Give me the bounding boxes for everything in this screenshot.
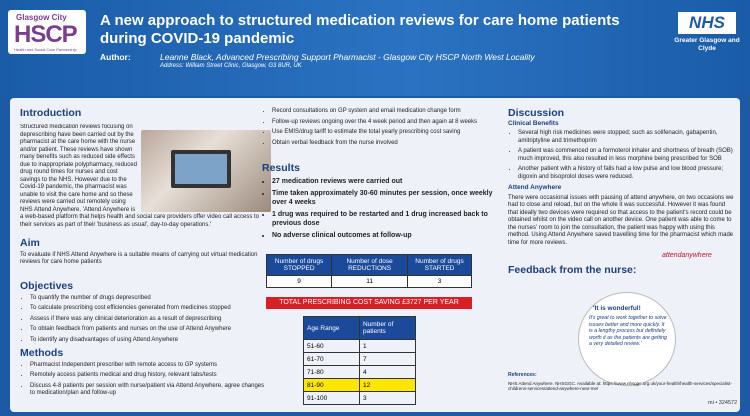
table-cell: 1 [360,340,416,353]
discussion-section [508,107,734,247]
objectives-heading: Objectives [20,280,74,292]
objective-item: • To obtain feedback from patients and nurses on the use of Attend Anywhere [30,326,270,334]
table-header-cell: Age Range [304,317,360,340]
table-header-cell: Number of patients [360,317,416,340]
methods-section [20,347,270,401]
author-address: Address: William Street Clinic, Glasgow, G3 8UR, UK [160,63,302,69]
video-screen-icon [175,154,227,184]
benefit-item: • Another patient with a history of falls had a low pulse and low blood pressure; digoxin and bisoprolol doses were reduced. [518,166,734,181]
attend-anywhere-logo: attendanywhere [662,252,712,259]
feedback-heading: Feedback from the nurse: [508,264,637,276]
poster-title: A new approach to structured medication reviews for care home patients during COVID-19 pandemic [100,12,620,47]
introduction-section [20,107,138,119]
aim-section [20,237,270,267]
method-item: • Record consultations on GP system and email medication change form [272,108,494,116]
objectives-list [20,295,270,345]
aim-heading: Aim [20,237,40,249]
result-item: • No adverse clinical outcomes at follow-up [272,231,494,240]
result-item: • 1 drug was required to be restarted and 1 drug increased back to previous dose [272,210,494,228]
results-section [262,164,494,243]
discussion-heading: Discussion [508,107,565,119]
feedback-section [508,264,668,276]
nhs-board-name: Greater Glasgow and Clyde [674,37,740,52]
table-header-cell: Number of drugs STOPPED [267,255,332,276]
hscp-logo [8,10,86,54]
author-label: Author: [100,52,131,62]
table-cell: 51-60 [304,340,360,353]
cost-saving-banner: TOTAL PRESCRIBING COST SAVING £3727 PER YEAR [266,297,472,309]
table-cell: 71-80 [304,366,360,379]
nurse-quote-bubble [578,292,676,386]
result-item: • 27 medication reviews were carried out [272,177,494,186]
method-item: • Obtain verbal feedback from the nurse involved [272,140,494,148]
reference-item: NHS Attend Anywhere. NHSGGC. Available at: https://www.nhsggc.org.uk/your-health/health-services/specialist-childrens-services/attend-anywhere-near-me/ [508,380,732,391]
author-name: Leanne Black, Advanced Prescribing Support Pharmacist - Glasgow City HSCP North West Locality [160,52,535,62]
quote-title: 'It is wonderful! [593,305,641,312]
method-item: • Remotely access patients medical and drug history, relevant labs/tests [30,372,270,380]
table-cell: 3 [360,392,416,405]
clinical-benefits-heading: Clinical Benefits [508,119,559,127]
method-item: • Follow-up reviews ongoing over the 4 week period and then again at 8 weeks [272,119,494,127]
nhs-logo [678,12,736,34]
introduction-heading: Introduction [20,107,82,119]
clinical-benefits-list [508,130,734,181]
benefit-item: • Several high risk medicines were stopped; such as solifenacin, gabapentin, amitriptyline and trimethoprim [518,130,734,145]
results-heading: Results [262,162,300,174]
table-header-cell: Number of dose REDUCTIONS [332,255,408,276]
aim-body: To evaluate if NHS Attend Anywhere is a suitable means of carrying out virtual medication reviews for care home patients [20,251,258,265]
method-item: • Use EMIS/drug tariff to estimate the total yearly prescribing cost saving [272,129,494,137]
objective-item: • To identify any disadvantages of using Attend Anywhere [30,337,270,345]
video-call-photo [141,130,271,212]
benefit-item: • A patient was commenced on a formoterol inhaler and shortness of breath (SOB) much improved, this also resulted in less morphine being prescribed for SOB [518,148,734,163]
methods-list [20,362,270,398]
logo-main-text: HSCP [14,21,77,48]
objective-item: • To calculate prescribing cost efficiencies generated from medicines stopped [30,305,270,313]
objectives-section [20,280,270,347]
references-heading: References: [508,372,537,378]
result-item: • Time taken approximately 30-60 minutes per session, once weekly over 4 weeks [272,189,494,207]
methods-continued [262,108,494,150]
quote-body: It's great to work together to solve issues better and more quickly. It is a lengthy process but definitely worth it as the patients are getting a very detailed review.' [589,315,667,347]
table-cell: 11 [332,276,408,288]
introduction-body: Structured medication reviews focusing on deprescribing have been carried out by the pharmacist at the care home with the nurse and/or patient. These reviews have shown many benefits such as reduced side effects due to inappropriate polypharmacy, reduced drug round times for nurses and cost savings to the NHS. However due to the Covid-19 pandemic, the pharmacist was unable to visit the care home and so these reviews were carried out remotely using NHS Attend Anywhere. 'Attend Anywhere is a web-based platform that helps health and social care providers offer video call access to their services as part of their 'business as usual', day-to-day operations.' [20,124,260,228]
poster-header [0,0,750,96]
drug-changes-table [266,254,472,288]
age-range-table [303,316,416,405]
attend-anywhere-body: There were occasional issues with pausing of attend anywhere, on two occasions we had to close and reload, but on the whole it was successful. However it was found that ideally two devices were required so that access to the patient's record could be obtained whilst on the video call on another device. One patient was able to come to the nurses' room to join the consultation, the patient was happy with using this method. Using Attend Anywhere saved travelling time for the pharmacist which made time for more reviews. [508,194,734,246]
table-cell: 9 [267,276,332,288]
methods-continued-list [262,108,494,147]
logo-sub-text: Health and Social Care Partnership [14,47,77,52]
attend-anywhere-heading: Attend Anywhere [508,184,562,191]
table-cell: 7 [360,353,416,366]
table-cell: 61-70 [304,353,360,366]
references-section [508,373,734,392]
table-cell: 91-100 [304,392,360,405]
table-cell: 12 [360,379,416,392]
objective-item: • To quantify the number of drugs deprescribed [30,295,270,303]
page-id: mi • 324572 [708,400,738,406]
methods-heading: Methods [20,347,64,359]
table-header-cell: Number of drugs STARTED [408,255,472,276]
table-cell: 3 [408,276,472,288]
objective-item: • Assess if there was any clinical deterioration as a result of deprescribing [30,316,270,324]
table-cell: 4 [360,366,416,379]
results-list [262,177,494,240]
logo-top-text: Glasgow City [16,13,67,22]
method-item: • Pharmacist Independent prescriber with remote access to GP systems [30,362,270,370]
table-cell: 81-90 [304,379,360,392]
nhs-logo-text: NHS [689,13,725,32]
method-item: • Discuss 4-8 patients per session with nurse/patient via Attend Anywhere, agree changes to medication/plan and follow-up [30,383,270,398]
